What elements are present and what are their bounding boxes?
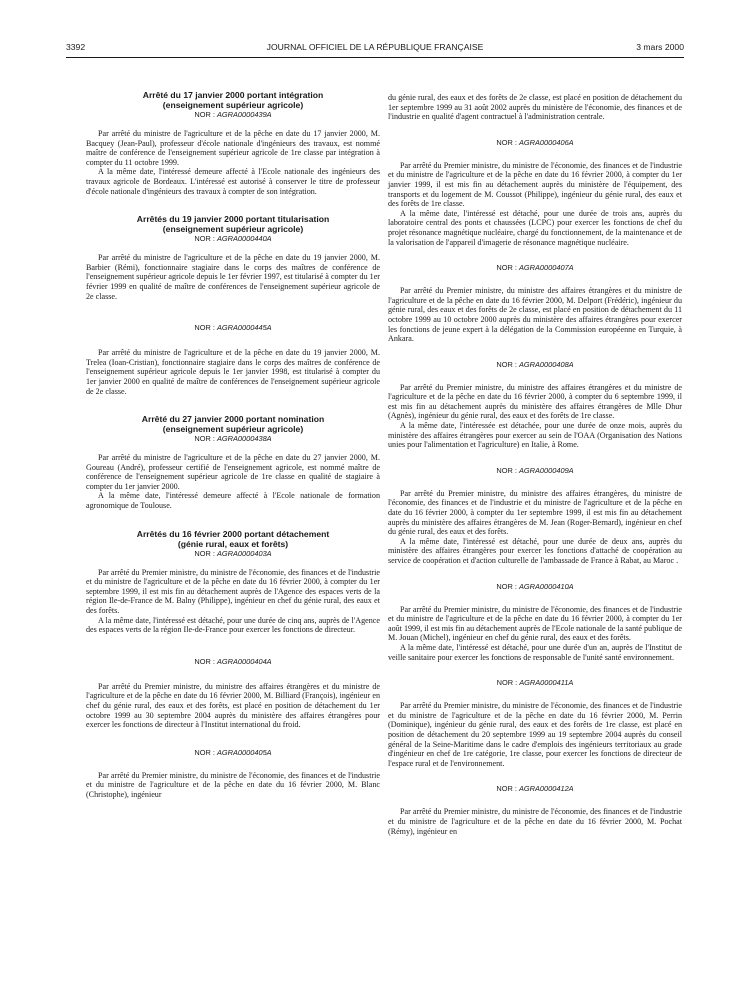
paragraph: Par arrêté du Premier ministre, du ministre de l'économie, des finances et de l'industrie et du ministre de l'agriculture et de la pêche en date du 16 février 2000, à compter du 1er janvier 1999, il est mis fin au détachement auprès du ministère de l'équipement, des transports et du logement de M. Coussot (Philippe), ingénieur du génie rural, des eaux et des forêts de 1re classe.	[388, 160, 682, 209]
paragraph: Par arrêté du ministre de l'agriculture et de la pêche en date du 19 janvier 2000, M. Trelea (Ioan-Cristian), fonctionnaire stagiaire dans le corps des maîtres de conférence de l'enseignement supérieur agricole depuis le 1er janvier 1998, est titularisé à compter du 1er janvier 2000 en qualité de maître de conférences de l'enseignement supérieur agricole de 2e classe.	[86, 348, 380, 396]
page-header	[66, 40, 684, 56]
nor-reference: NOR : AGRA0000439A	[194, 110, 272, 119]
nor-reference: NOR : AGRA0000445A	[194, 323, 272, 333]
paragraph: Par arrêté du Premier ministre, du ministre de l'économie, des finances et de l'industrie et du ministre de l'agriculture et de la pêche en date du 16 février 2000, M. Pochat (Rémy), ingénieur en	[388, 807, 682, 836]
paragraph: Par arrêté du Premier ministre, du ministre des affaires étrangères et du ministre de l'agriculture et de la pêche en date du 16 février 2000, M. Delport (Frédéric), ingénieur du génie rural, des eaux et des forêts de 2e classe, est placé en position de détachement du 11 octobre 1999 au 10 octobre 2000 auprès du ministère des affaires étrangères pour exercer les fonctions de jeune expert à la délégation de la Commission européenne en Turquie, à Ankara.	[388, 286, 682, 344]
paragraph: A la même date, l'intéressé demeure affecté à l'Ecole nationale de formation agronomique de Toulouse.	[86, 491, 380, 511]
paragraph: Par arrêté du ministre de l'agriculture et de la pêche en date du 17 janvier 2000, M. Bacquey (Jean-Paul), professeur d'école nationale d'ingénieurs des travaux, est nommé maître de conférence de l'enseignement supérieur agricole de 1re classe par intégration à compter du 11 octobre 1999.	[86, 129, 380, 167]
paragraph: A la même date, l'intéressé est détaché, pour une durée de deux ans, auprès du ministère des affaires étrangères pour exercer les fonctions d'attaché de coopération au service de coopération et d'action culturelle de l'ambassade de France à Rabat, au Maroc .	[388, 536, 682, 565]
section-title: Arrêté du 17 janvier 2000 portant intégration (enseignement supérieur agricole)	[142, 90, 324, 110]
nor-reference: NOR : AGRA0000403A	[194, 548, 272, 558]
paragraph: A la même date, l'intéressée est détachée, pour une durée de onze mois, auprès du ministère des affaires étrangères pour exercer au sein de l'OAA (Organisation des Nations unies pour l'alimentation et l'agriculture) en Italie, à Rome.	[388, 421, 682, 450]
nor-reference: NOR : AGRA0000412A	[496, 784, 574, 794]
paragraph: A la même date, l'intéressé est détaché, pour une durée de cinq ans, auprès de l'Agence des espaces verts de la région Ile-de-France pour exercer les fonctions de directeur.	[86, 615, 380, 635]
nor-reference: NOR : AGRA0000411A	[496, 678, 574, 688]
nor-reference: NOR : AGRA0000438A	[194, 434, 272, 444]
paragraph: Par arrêté du ministre de l'agriculture et de la pêche en date du 19 janvier 2000, M. Barbier (Rémi), fonctionnaire stagiaire dans le corps des maîtres de conférence de l'enseignement supérieur agricole depuis le 1er février 1997, est titularisé à compter du 1er février 1999 en qualité de maître de conférences de l'enseignement supérieur agricole de 2e classe.	[86, 253, 380, 301]
page-number: 3392	[66, 42, 86, 52]
paragraph: A la même date, l'intéressé est détaché, pour une durée d'un an, auprès de l'Institut de veille sanitaire pour exercer les fonctions de responsable de l'unité santé environnement.	[388, 642, 682, 662]
nor-reference: NOR : AGRA0000410A	[496, 581, 574, 591]
nor-reference: NOR : AGRA0000408A	[496, 359, 574, 369]
paragraph: Par arrêté du Premier ministre, du ministre de l'économie, des finances et de l'industrie et du ministre de l'agriculture et de la pêche en date du 16 février 2000, M. Blanc (Christophe), ingénieur	[86, 770, 380, 799]
nor-reference: NOR : AGRA0000405A	[194, 747, 272, 757]
nor-reference: NOR : AGRA0000407A	[496, 263, 574, 273]
paragraph: A la même date, l'intéressé est détaché, pour une durée de trois ans, auprès du laboratoire central des ponts et chaussées (LCPC) pour exercer les fonctions de chef du projet résonance magnétique nucléaire, chargé du fonctionnement, de la maintenance et de la valorisation de l'appareil d'imagerie de résonance magnétique nucléaire.	[388, 208, 682, 247]
section-title: Arrêté du 27 janvier 2000 portant nomination (enseignement supérieur agricole)	[141, 414, 325, 435]
paragraph: Par arrêté du ministre de l'agriculture et de la pêche en date du 27 janvier 2000, M. Goureau (André), professeur certifié de l'enseignement agricole, est nommé maître de conférence de l'enseignement supérieur agricole de 1re classe en qualité de stagiaire à compter du 1er janvier 2000.	[86, 453, 380, 491]
paragraph: Par arrêté du Premier ministre, du ministre de l'économie, des finances et de l'industrie et du ministre de l'agriculture et de la pêche en date du 16 février 2000, à compter du 1er septembre 1999, il est mis fin au détachement auprès de l'Agence des espaces verts de la région Ile-de-France de M. Balny (Philippe), ingénieur en chef du génie rural, des eaux et des forêts.	[86, 567, 380, 616]
section-title: Arrêtés du 19 janvier 2000 portant titularisation (enseignement supérieur agricole)	[136, 214, 330, 235]
nor-reference: NOR : AGRA0000409A	[496, 465, 574, 475]
nor-reference: NOR : AGRA0000440A	[194, 234, 272, 244]
nor-reference: NOR : AGRA0000404A	[194, 656, 272, 666]
header-rule	[66, 57, 684, 58]
right-column	[388, 93, 682, 836]
paragraph: Par arrêté du Premier ministre, du ministre de l'économie, des finances et de l'industrie et du ministre de l'agriculture et de la pêche en date du 16 février 2000, à compter du 1er août 1999, il est mis fin au détachement auprès de l'Ecole nationale de la santé publique de M. Jouan (Michel), ingénieur en chef du génie rural, des eaux et des forêts.	[388, 604, 682, 643]
paragraph: Par arrêté du Premier ministre, du ministre de l'économie, des finances et de l'industrie et du ministre de l'agriculture et de la pêche en date du 16 février 2000, M. Perrin (Dominique), ingénieur du génie rural, des eaux et des forêts de 1re classe, est placé en position de détachement du 20 septembre 1999 au 19 septembre 2004 auprès du conseil général de la Seine-Maritime dans le cadre d'emplois des ingénieurs territoriaux au grade d'ingénieur en chef de 1re catégorie, 1re classe, pour exercer les fonctions de directeur de l'espace rural et de l'environnement.	[388, 701, 682, 768]
paragraph: Par arrêté du Premier ministre, du ministre des affaires étrangères, du ministre de l'économie, des finances et de l'industrie et du ministre de l'agriculture et de la pêche en date du 16 février 2000, à compter du 1er septembre 1999, il est mis fin au détachement auprès du ministère des affaires étrangères de M. Jean (Roger-Bernard), ingénieur en chef du génie rural, des eaux et des forêts.	[388, 488, 682, 537]
issue-date: 3 mars 2000	[636, 42, 684, 52]
left-column	[86, 90, 380, 800]
nor-reference: NOR : AGRA0000406A	[496, 137, 574, 147]
paragraph: Par arrêté du Premier ministre, du ministre des affaires étrangères et du ministre de l'agriculture et de la pêche en date du 16 février 2000, M. Billiard (François), ingénieur en chef du génie rural, des eaux et des forêts, est placé en position de détachement du 1er octobre 1999 au 30 septembre 2004 auprès du ministère des affaires étrangères pour exercer les fonctions de directeur à l'Institut international du froid.	[86, 681, 380, 730]
paragraph: du génie rural, des eaux et des forêts de 2e classe, est placé en position de détachement du 1er septembre 1999 au 31 août 2002 auprès du ministère de l'économie, des finances et de l'industrie en qualité d'agent contractuel à l'administration centrale.	[388, 93, 682, 122]
journal-title: JOURNAL OFFICIEL DE LA RÉPUBLIQUE FRANÇAISE	[266, 42, 484, 52]
paragraph: Par arrêté du Premier ministre, du ministre des affaires étrangères et du ministre de l'agriculture et de la pêche en date du 16 février 2000, à compter du 6 septembre 1999, il est mis fin au détachement auprès du ministère des affaires étrangères de Mlle Dhur (Agnès), ingénieur du génie rural, des eaux et des forêts de 1re classe.	[388, 382, 682, 421]
paragraph: A la même date, l'intéressé demeure affecté à l'Ecole nationale des ingénieurs des travaux agricole de Bordeaux. L'intéressé est autorisé à conserver le titre de professeur d'école nationale d'ingénieurs des travaux à compter de son intégration.	[86, 167, 380, 196]
section-title: Arrêtés du 16 février 2000 portant détachement (génie rural, eaux et forêts)	[136, 528, 330, 549]
